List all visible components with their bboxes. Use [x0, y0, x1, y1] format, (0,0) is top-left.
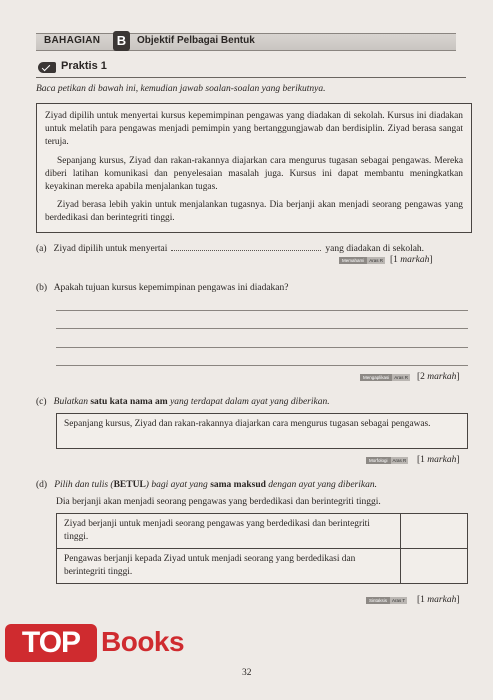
praktis-divider	[36, 77, 466, 78]
logo-books-text: Books	[101, 626, 185, 657]
table-row	[57, 514, 468, 549]
table-row	[57, 549, 468, 584]
section-letter: B	[113, 31, 130, 51]
question-c-number: (c)	[36, 397, 47, 407]
question-b-skill-tag: Mengaplikasi Aras R	[360, 374, 410, 381]
praktis-title: Praktis 1	[61, 60, 107, 72]
question-a-text-before: Ziyad dipilih untuk menyertai	[53, 244, 168, 254]
question-c-skill-tag: Morfologi Aras R	[366, 457, 408, 464]
question-a-blank[interactable]	[171, 250, 321, 251]
passage-paragraph-1: Ziyad dipilih untuk menyertai kursus kepemimpinan pengawas yang diadakan di sekolah. Kursus ini diadakan untuk melatih para pengawas menjadi pemimpin yang bertanggungjawab dan berdisiplin. Ziyad berasa sangat teruja.	[45, 111, 463, 148]
page-number: 32	[242, 668, 252, 678]
option-2-text: Pengawas berjanji kepada Ziyad untuk menjadi seorang yang berdedikasi dan berintegriti tinggi.	[57, 549, 401, 584]
question-d: (d) Pilih dan tulis (BETUL) bagi ayat yang sama maksud dengan ayat yang diberikan.	[36, 480, 377, 490]
answer-line-b-1[interactable]	[56, 310, 468, 311]
question-c-sentence-box[interactable]: Sepanjang kursus, Ziyad dan rakan-rakannya diajarkan cara mengurus tugasan sebagai pengawas.	[56, 413, 468, 449]
option-1-text: Ziyad berjanji untuk menjadi seorang pengawas yang berdedikasi dan berintegriti tinggi.	[57, 514, 401, 549]
option-2-answer-cell[interactable]	[401, 549, 468, 584]
answer-line-b-3[interactable]	[56, 347, 468, 348]
question-a	[36, 244, 424, 254]
question-a-number: (a)	[36, 244, 47, 254]
question-c: (c) Bulatkan satu kata nama am yang terdapat dalam ayat yang diberikan.	[36, 397, 330, 407]
question-a-text-after: yang diadakan di sekolah.	[325, 244, 425, 254]
passage-paragraph-2: Sepanjang kursus, Ziyad dan rakan-rakannya diajarkan cara mengurus tugasan sebagai pengawas. Mereka diberi latihan komunikasi dan penyelesaian masalah juga. Kursus ini dapat membantu meningkatkan keyakinan mereka apabila menjalankan tugas.	[45, 155, 463, 193]
passage-paragraph-3: Ziyad berasa lebih yakin untuk menjalankan tugasnya. Dia berjanji akan menjadi seorang pengawas yang berdedikasi dan berintegriti tinggi.	[45, 200, 463, 224]
question-d-skill-tag: Sintaksis Aras T	[366, 597, 407, 604]
question-c-marks: [1 markah]	[417, 455, 460, 465]
question-b-marks: [2 markah]	[417, 372, 460, 382]
answer-line-b-4[interactable]	[56, 365, 468, 366]
question-a-marks: [1 markah]	[390, 255, 433, 265]
question-d-options-table	[56, 513, 468, 584]
passage-box	[36, 103, 472, 233]
section-label: BAHAGIAN	[44, 35, 101, 46]
logo-top-badge: TOP	[5, 624, 97, 662]
question-b-number: (b)	[36, 283, 48, 293]
section-title: Objektif Pelbagai Bentuk	[137, 35, 255, 46]
question-b	[36, 283, 288, 293]
question-d-number: (d)	[36, 480, 48, 490]
answer-line-b-2[interactable]	[56, 328, 468, 329]
question-d-marks: [1 markah]	[417, 595, 460, 605]
instruction: Baca petikan di bawah ini, kemudian jawab soalan-soalan yang berikutnya.	[36, 84, 326, 94]
option-1-answer-cell[interactable]	[401, 514, 468, 549]
question-a-skill-tag: Memahami Aras R	[339, 257, 385, 264]
praktis-check-icon	[38, 62, 56, 73]
topbooks-logo	[5, 624, 205, 674]
question-b-text: Apakah tujuan kursus kepemimpinan pengawas ini diadakan?	[53, 283, 289, 293]
question-d-sentence: Dia berjanji akan menjadi seorang pengawas yang berdedikasi dan berintegriti tinggi.	[56, 497, 381, 507]
